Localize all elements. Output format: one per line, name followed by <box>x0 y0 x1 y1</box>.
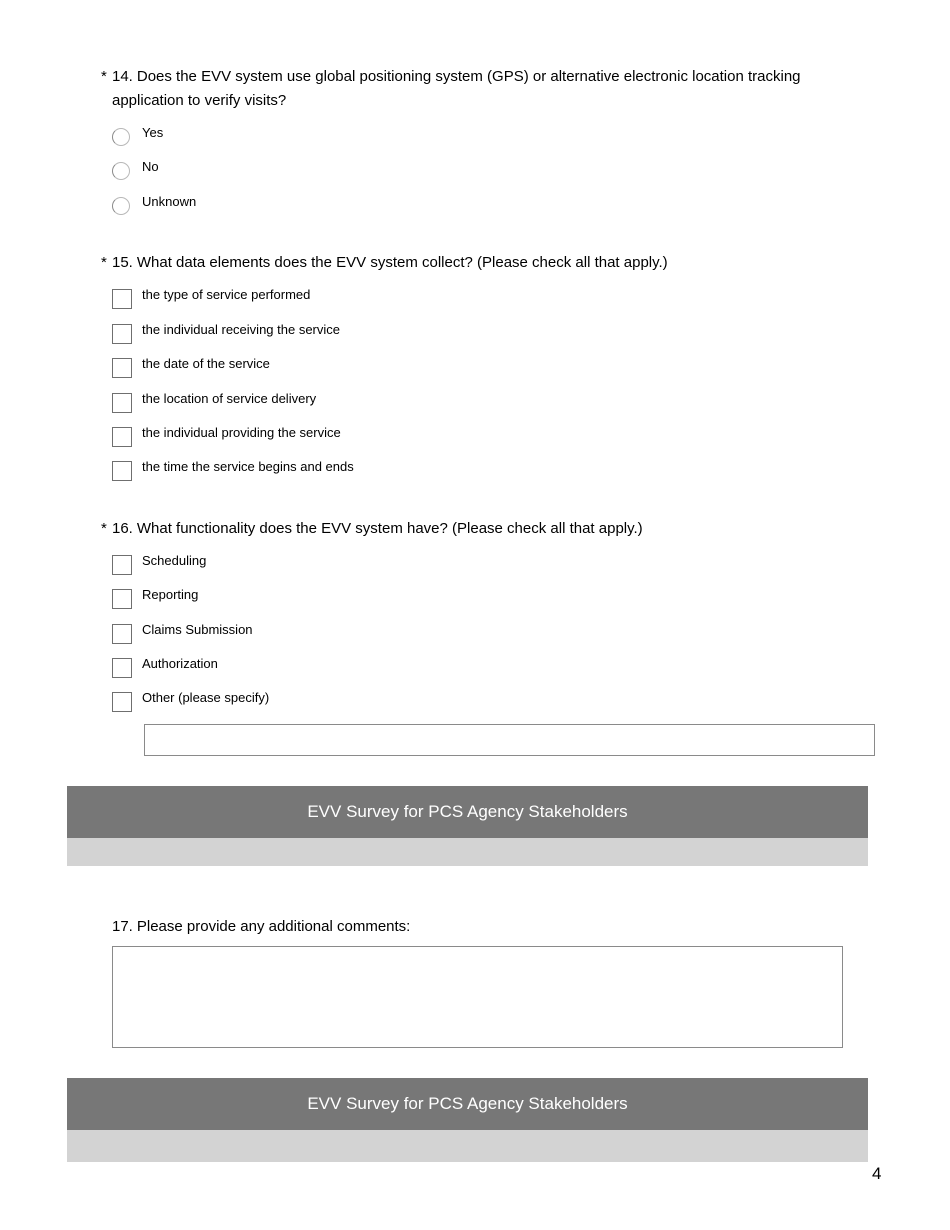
option-label: Unknown <box>142 194 197 209</box>
option-label: Authorization <box>142 656 218 671</box>
option-label: Other (please specify) <box>142 690 270 705</box>
option-label: No <box>142 159 159 174</box>
checkbox-other[interactable] <box>112 692 132 712</box>
checkbox-date-of-service[interactable] <box>112 358 132 378</box>
option-yes[interactable] <box>112 125 164 147</box>
option-individual-providing[interactable] <box>112 425 341 447</box>
option-label: Reporting <box>142 587 199 602</box>
option-label: the time the service begins and ends <box>142 459 354 474</box>
page-number: 4 <box>872 1164 882 1183</box>
banner-subbar <box>67 838 868 866</box>
checkbox-scheduling[interactable] <box>112 555 132 575</box>
option-label: Yes <box>142 125 164 140</box>
option-authorization[interactable] <box>112 656 218 678</box>
required-marker: * <box>101 520 107 537</box>
banner-title: EVV Survey for PCS Agency Stakeholders <box>67 1078 868 1130</box>
question-number: 14. <box>112 68 133 85</box>
checkbox-time-begins-ends[interactable] <box>112 461 132 481</box>
option-unknown[interactable] <box>112 194 197 216</box>
section-banner <box>67 1078 868 1162</box>
option-no[interactable] <box>112 159 159 181</box>
option-time-begins-ends[interactable] <box>112 459 354 481</box>
question-number: 16. <box>112 520 133 537</box>
checkbox-type-of-service[interactable] <box>112 289 132 309</box>
banner-title: EVV Survey for PCS Agency Stakeholders <box>67 786 868 838</box>
option-reporting[interactable] <box>112 587 199 609</box>
question-17-title <box>112 915 852 939</box>
option-scheduling[interactable] <box>112 553 207 575</box>
option-individual-receiving[interactable] <box>112 322 340 344</box>
question-text: Does the EVV system use global positioning system (GPS) or alternative electronic location tracking application to verify visits? <box>112 68 801 109</box>
section-banner <box>67 786 868 866</box>
radio-no[interactable] <box>112 162 130 180</box>
option-label: the location of service delivery <box>142 391 317 406</box>
question-text: What data elements does the EVV system collect? (Please check all that apply.) <box>136 254 668 271</box>
option-type-of-service[interactable] <box>112 287 311 309</box>
option-location-of-service[interactable] <box>112 391 317 413</box>
question-text: What functionality does the EVV system have? (Please check all that apply.) <box>136 520 643 537</box>
option-other[interactable] <box>112 690 270 712</box>
comments-textarea[interactable] <box>112 946 843 1048</box>
checkbox-reporting[interactable] <box>112 589 132 609</box>
option-label: Claims Submission <box>142 622 253 637</box>
option-label: the individual providing the service <box>142 425 341 440</box>
question-number: 17. <box>112 918 133 935</box>
option-date-of-service[interactable] <box>112 356 270 378</box>
checkbox-claims-submission[interactable] <box>112 624 132 644</box>
required-marker: * <box>101 254 107 271</box>
banner-subbar <box>67 1130 868 1162</box>
option-label: the type of service performed <box>142 287 311 302</box>
option-label: the individual receiving the service <box>142 322 340 337</box>
option-label: Scheduling <box>142 553 207 568</box>
checkbox-individual-providing[interactable] <box>112 427 132 447</box>
other-specify-input[interactable] <box>144 724 875 756</box>
option-label: the date of the service <box>142 356 270 371</box>
checkbox-location-of-service[interactable] <box>112 393 132 413</box>
checkbox-individual-receiving[interactable] <box>112 324 132 344</box>
question-number: 15. <box>112 254 133 271</box>
option-claims-submission[interactable] <box>112 622 253 644</box>
question-16-title <box>101 517 852 541</box>
radio-yes[interactable] <box>112 128 130 146</box>
required-marker: * <box>101 68 107 85</box>
question-14-title <box>101 65 852 113</box>
radio-unknown[interactable] <box>112 197 130 215</box>
checkbox-authorization[interactable] <box>112 658 132 678</box>
question-text: Please provide any additional comments: <box>136 918 411 935</box>
question-15-title <box>101 251 852 275</box>
